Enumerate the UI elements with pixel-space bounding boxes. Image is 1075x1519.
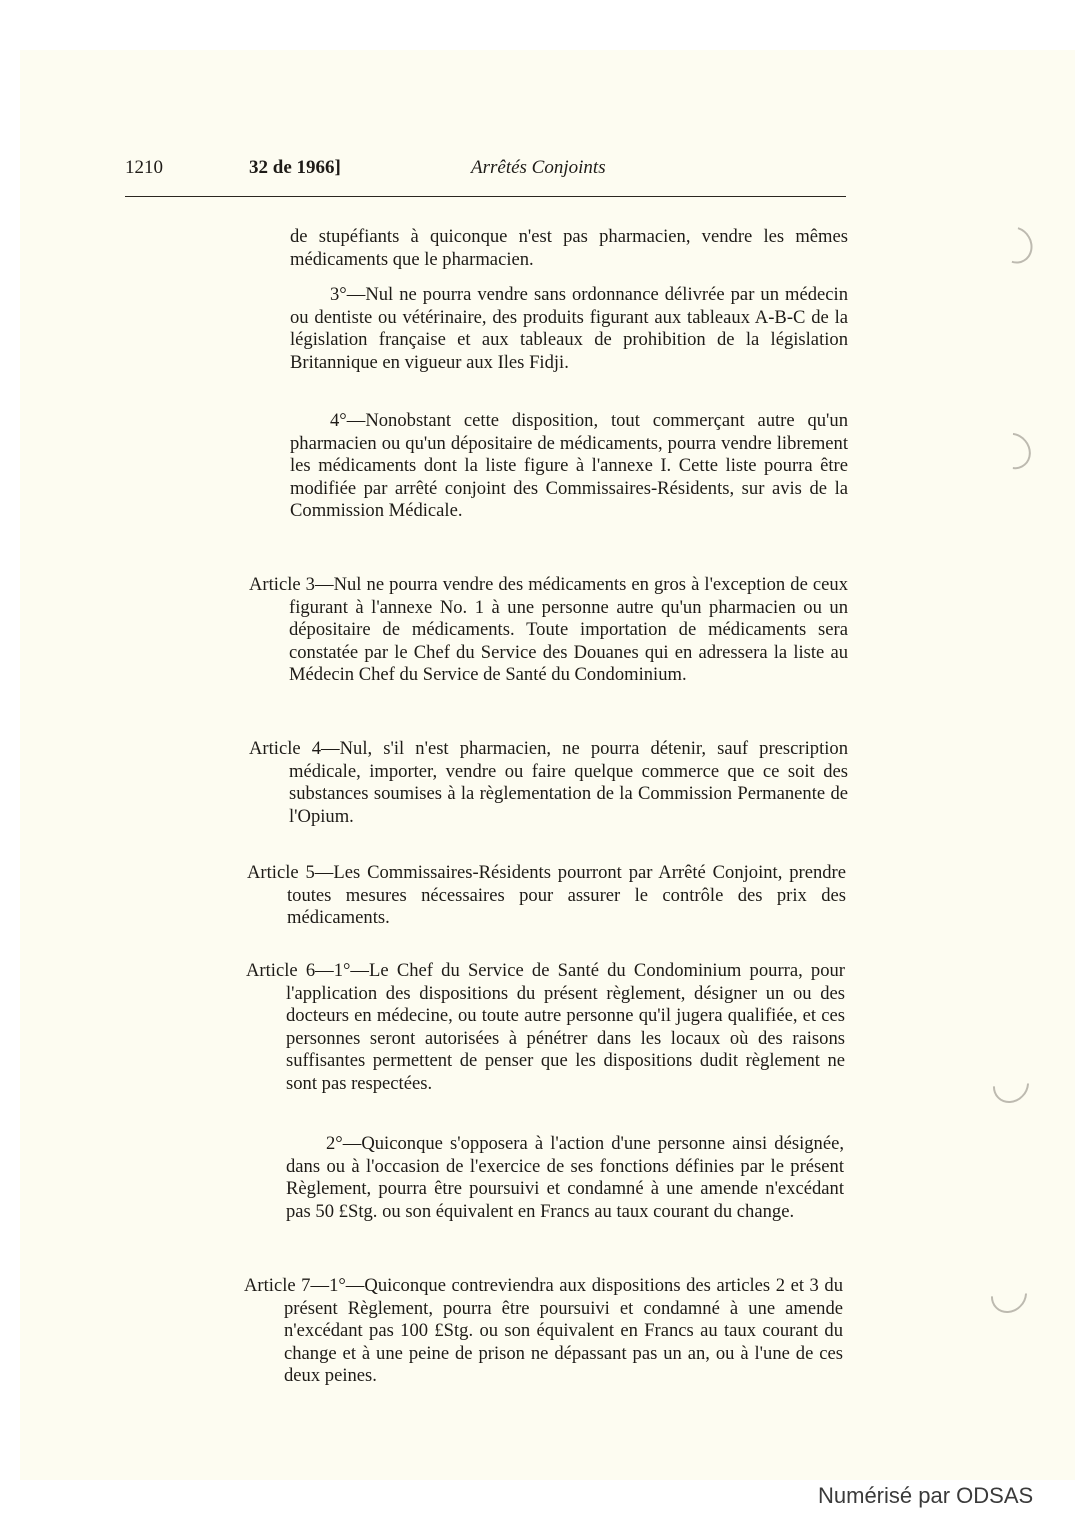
article-4 bbox=[249, 738, 848, 828]
running-title: Arrêtés Conjoints bbox=[471, 157, 606, 178]
article-3-text: Article 3—Nul ne pourra vendre des médicaments en gros à l'exception de ceux figurant à l'annexe No. 1 à une personne autre qu'un pharmacien ou un dépositaire de médicaments. Toute importation de médicaments sera constatée par le Chef du Service des Douanes qui en adressera la liste au Médecin Chef du Service de Santé du Condominium. bbox=[249, 574, 848, 686]
article-6-1-text: Article 6—1°—Le Chef du Service de Santé du Condominium pourra, pour l'application des dispositions du présent règlement, désigner un ou des docteurs en médecine, ou toute autre personne qu'il jugera qualifiée, et ces personnes seront autorisées à pénétrer dans les locaux où des raisons suffisantes permettent de penser que les dispositions dudit règlement ne sont pas respectées. bbox=[246, 960, 845, 1094]
issue-number: 32 de 1966] bbox=[249, 157, 341, 178]
paragraph-3: 3°—Nul ne pourra vendre sans ordonnance délivrée par un médecin ou dentiste ou vétérinaire, des produits figurant aux tableaux A-B-C de la législation française et aux tableaux de prohibition de la législation Britannique en vigueur aux Iles Fidji. bbox=[290, 284, 848, 373]
paragraph-intro: de stupéfiants à quiconque n'est pas pharmacien, vendre les mêmes médicaments que le pharmacien. bbox=[290, 226, 848, 270]
article-4-text: Article 4—Nul, s'il n'est pharmacien, ne pourra détenir, sauf prescription médicale, importer, vendre ou faire quelque commerce que ce soit des substances soumises à la règlementation de la Commission Permanente de l'Opium. bbox=[249, 738, 848, 827]
article-5 bbox=[247, 862, 846, 930]
paragraph-4: 4°—Nonobstant cette disposition, tout commerçant autre qu'un pharmacien ou qu'un dépositaire de médicaments, pourra vendre librement les médicaments dont la liste figure à l'annexe I. Cette liste pourra être modifiée par arrêté conjoint des Commissaires-Résidents, sur avis de la Commission Médicale. bbox=[290, 410, 848, 522]
article-3 bbox=[249, 574, 848, 687]
article-7 bbox=[244, 1275, 843, 1388]
article-7-1-text: Article 7—1°—Quiconque contreviendra aux dispositions des articles 2 et 3 du présent Règlement, pourra être poursuivi et condamné à une amende n'excédant pas 100 £Stg. ou son équivalent en Francs au taux courant du change et à une peine de prison ne dépassant pas un an, ou à l'une de ces deux peines. bbox=[244, 1275, 843, 1387]
running-header bbox=[125, 156, 845, 184]
article-6 bbox=[246, 960, 845, 1096]
article-5-text: Article 5—Les Commissaires-Résidents pourront par Arrêté Conjoint, prendre toutes mesures nécessaires pour assurer le contrôle des prix des médicaments. bbox=[247, 862, 846, 929]
header-rule bbox=[125, 196, 846, 197]
article-6-2-text: 2°—Quiconque s'opposera à l'action d'une personne ainsi désignée, dans ou à l'occasion de l'exercice de ses fonctions définies par le présent Règlement, pourra être poursuivi et condamné à une amende n'excédant pas 50 £Stg. ou son équivalent en Francs au taux courant du change. bbox=[286, 1133, 844, 1222]
page-number: 1210 bbox=[125, 157, 163, 178]
digitization-credit: Numérisé par ODSAS bbox=[818, 1483, 1034, 1508]
